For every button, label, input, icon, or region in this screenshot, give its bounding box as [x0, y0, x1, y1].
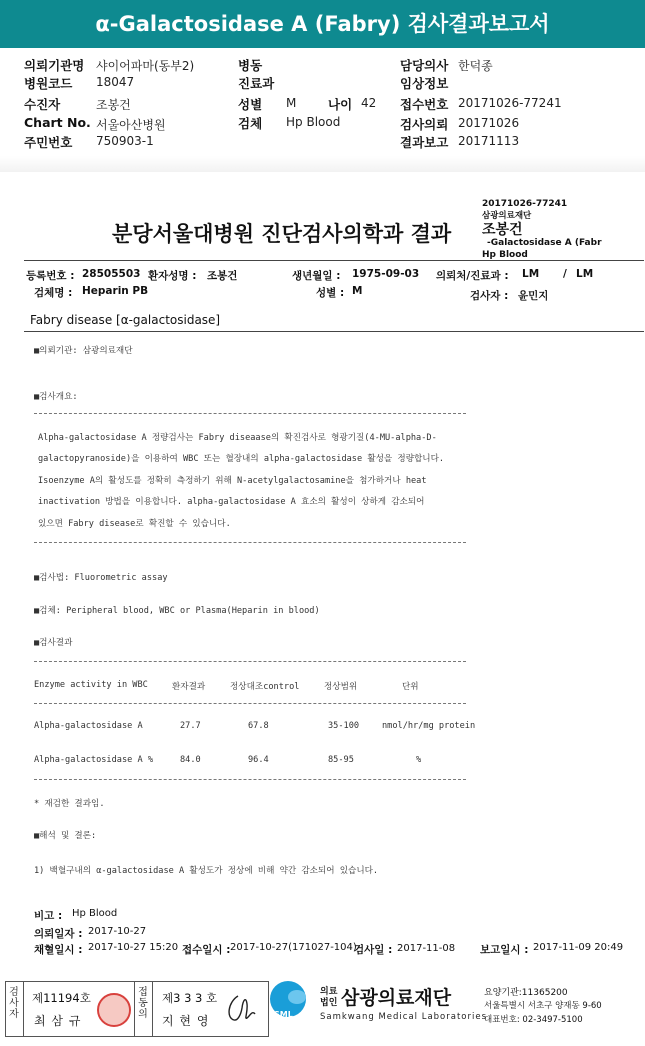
table-cell: Alpha-galactosidase A %	[34, 755, 153, 765]
section-rule	[24, 331, 644, 332]
value-physician: 한덕종	[458, 59, 493, 73]
director-vertical-label	[136, 987, 150, 1020]
vlabel-char: 접	[138, 987, 148, 998]
remark-label: 비고 :	[34, 910, 63, 922]
dob: 1975-09-03	[352, 268, 420, 280]
overview-line: 있으면 Fabry disease로 확진할 수 있습니다.	[38, 519, 231, 529]
dept-label: 의뢰처/진료과 :	[436, 270, 509, 282]
test-date: 2017-11-08	[397, 943, 456, 954]
table-header: Enzyme activity in WBC	[34, 680, 148, 690]
overview-title: ■검사개요:	[34, 392, 78, 402]
logo-accent	[288, 990, 306, 1004]
examiner-value: 윤민지	[518, 290, 549, 302]
label-requesting-org: 의뢰기관명	[24, 58, 85, 73]
label-ward: 병동	[238, 58, 263, 73]
table-header: 정상범위	[324, 682, 358, 692]
label-specimen: 검체	[238, 116, 263, 131]
value-patient: 조봉건	[96, 98, 131, 112]
sex-value: M	[352, 285, 363, 297]
table-cell: 84.0	[180, 755, 201, 765]
reg-no: 28505503	[82, 268, 141, 280]
label-age: 나이	[328, 97, 353, 112]
test-date-label: 검사일 :	[354, 944, 393, 956]
specimen-value: Heparin PB	[82, 285, 149, 297]
director-name: 지 현 영	[162, 1014, 210, 1028]
overview-line: Alpha-galactosidase A 정량검사는 Fabry diseaase의 확진검사로 형광기질(4-MU-alpha-D-	[38, 433, 437, 443]
report-title: α-Galactosidase A (Fabry) 검사결과보고서	[95, 12, 550, 36]
dept-sep: /	[563, 268, 567, 280]
specimen-label: 검체명 :	[34, 287, 73, 299]
divider	[23, 982, 24, 1036]
table-cell: Alpha-galactosidase A	[34, 721, 143, 731]
table-header: 정상대조control	[230, 682, 300, 692]
report-date-label: 보고일시 :	[480, 944, 529, 956]
examiner-name: 최 삼 규	[34, 1014, 82, 1028]
contact-line: 요양기관:11365200	[484, 988, 568, 998]
patient-name-label: 환자성명 :	[148, 270, 197, 282]
rule	[34, 661, 466, 662]
collect-label: 채혈일시 :	[34, 944, 83, 956]
remark-value: Hp Blood	[72, 908, 118, 919]
value-requesting-org: 샤이어파마(동부2)	[96, 59, 195, 73]
dob-label: 생년월일 :	[292, 270, 341, 282]
sample-line: ■검체: Peripheral blood, WBC or Plasma(Heparin in blood)	[34, 606, 320, 616]
table-cell: 35-100	[328, 721, 360, 731]
overview-line: galactopyranoside)을 이용하여 WBC 또는 혈장내의 alpha-galactosidase 활성을 정량합니다.	[38, 454, 445, 464]
method-line: ■검사법: Fluorometric assay	[34, 573, 168, 583]
corner-specimen: Hp Blood	[482, 250, 528, 260]
corner-name: 조봉건	[482, 222, 523, 238]
label-receipt-no: 접수번호	[400, 97, 449, 112]
value-specimen: Hp Blood	[286, 115, 341, 129]
label-patient: 수진자	[24, 97, 61, 112]
table-header: 환자결과	[172, 682, 206, 692]
corner-id: 20171026-77241	[482, 199, 568, 209]
label-chart-no: Chart No.	[24, 115, 91, 130]
contact-line: 서울특별시 서초구 양재동 9-60	[484, 1001, 602, 1011]
table-cell: 67.8	[248, 721, 269, 731]
corp-name: 삼광의료재단	[341, 987, 452, 1009]
dept-2: LM	[576, 268, 594, 280]
interp-title: ■해석 및 결론:	[34, 831, 97, 841]
corp-type	[320, 987, 337, 1009]
requesting-org-line: ■의뢰기관: 삼광의료재단	[34, 346, 133, 356]
seal-stamp	[97, 993, 131, 1027]
value-test-request: 20171026	[458, 116, 520, 130]
label-result-report: 결과보고	[400, 135, 449, 150]
lab-title: 분당서울대병원 진단검사의학과 결과	[112, 222, 452, 246]
logo-text: SML	[274, 1010, 293, 1019]
value-resident-no: 750903-1	[96, 134, 154, 148]
signature-image	[224, 990, 260, 1026]
corp-type-line: 법인	[320, 998, 338, 1008]
divider	[152, 982, 153, 1036]
overview-line: inactivation 방법을 이용합니다. alpha-galactosidase A 효소의 활성이 상하게 감소되어	[38, 497, 425, 507]
section-title: Fabry disease [α-galactosidase]	[30, 313, 221, 327]
overview-line: Isoenzyme A의 활성도를 정확히 측정하기 위해 N-acetylgalactosamine을 첨가하거나 heat	[38, 476, 427, 486]
label-hospital-code: 병원코드	[24, 76, 73, 91]
interp-text: 1) 백혈구내의 α-galactosidase A 활성도가 정상에 비해 약간 감소되어 있습니다.	[34, 866, 379, 876]
vlabel-char: 동	[138, 998, 148, 1009]
examiner-vertical-label	[7, 987, 21, 1020]
examiner-label: 검사자 :	[470, 290, 509, 302]
rule	[34, 542, 466, 543]
contact-line: 대표번호: 02-3497-5100	[484, 1015, 583, 1025]
receive-value: 2017-10-27(171027-104)	[230, 942, 357, 953]
vlabel-char: 검	[9, 987, 19, 998]
value-result-report: 20171113	[458, 134, 520, 148]
corp-name-en: Samkwang Medical Laboratories	[320, 1012, 488, 1022]
value-receipt-no: 20171026-77241	[458, 96, 562, 110]
table-cell: 85-95	[328, 755, 354, 765]
vlabel-char: 사	[9, 998, 19, 1009]
results-title: ■검사결과	[34, 638, 73, 648]
report-date: 2017-11-09 20:49	[533, 942, 624, 953]
receive-label: 접수일시 :	[182, 944, 231, 956]
corp-type-line: 의료	[320, 987, 338, 997]
table-cell: 96.4	[248, 755, 269, 765]
table-cell: %	[416, 755, 422, 765]
divider	[0, 156, 645, 172]
label-test-request: 검사의뢰	[400, 117, 449, 132]
label-physician: 담당의사	[400, 58, 449, 73]
collect-value: 2017-10-27 15:20	[88, 942, 179, 953]
examiner-license-no: 제11194호	[32, 991, 91, 1005]
director-license-no: 제3 3 3 호	[162, 991, 218, 1005]
request-date: 2017-10-27	[88, 926, 147, 937]
dept-1: LM	[522, 268, 540, 280]
title-rule	[24, 260, 644, 261]
label-resident-no: 주민번호	[24, 135, 73, 150]
rule	[34, 413, 466, 414]
corner-org: 삼광의료재단	[482, 211, 532, 221]
scanned-report	[10, 172, 645, 972]
vlabel-char: 의	[138, 1009, 148, 1020]
value-age: 42	[361, 96, 377, 110]
patient-name: 조봉건	[207, 270, 238, 282]
sex-label: 성별 :	[316, 287, 345, 299]
table-cell: nmol/hr/mg protein	[382, 721, 476, 731]
corner-test: -Galactosidase A (Fabr	[487, 238, 602, 248]
rule	[34, 703, 466, 704]
rule	[34, 779, 466, 780]
label-department: 진료과	[238, 76, 275, 91]
vlabel-char: 자	[9, 1009, 19, 1020]
divider	[134, 982, 135, 1036]
table-cell: 27.7	[180, 721, 201, 731]
table-header: 단위	[402, 682, 419, 692]
label-clinical-info: 임상정보	[400, 76, 449, 91]
value-hospital-code: 18047	[96, 75, 135, 89]
value-sex: M	[286, 96, 297, 110]
retest-note: * 재검한 결과임.	[34, 799, 105, 809]
label-sex: 성별	[238, 97, 263, 112]
reg-no-label: 등록번호 :	[26, 270, 75, 282]
value-chart-no: 서울아산병원	[96, 118, 166, 132]
request-date-label: 의뢰일자 :	[34, 928, 83, 940]
